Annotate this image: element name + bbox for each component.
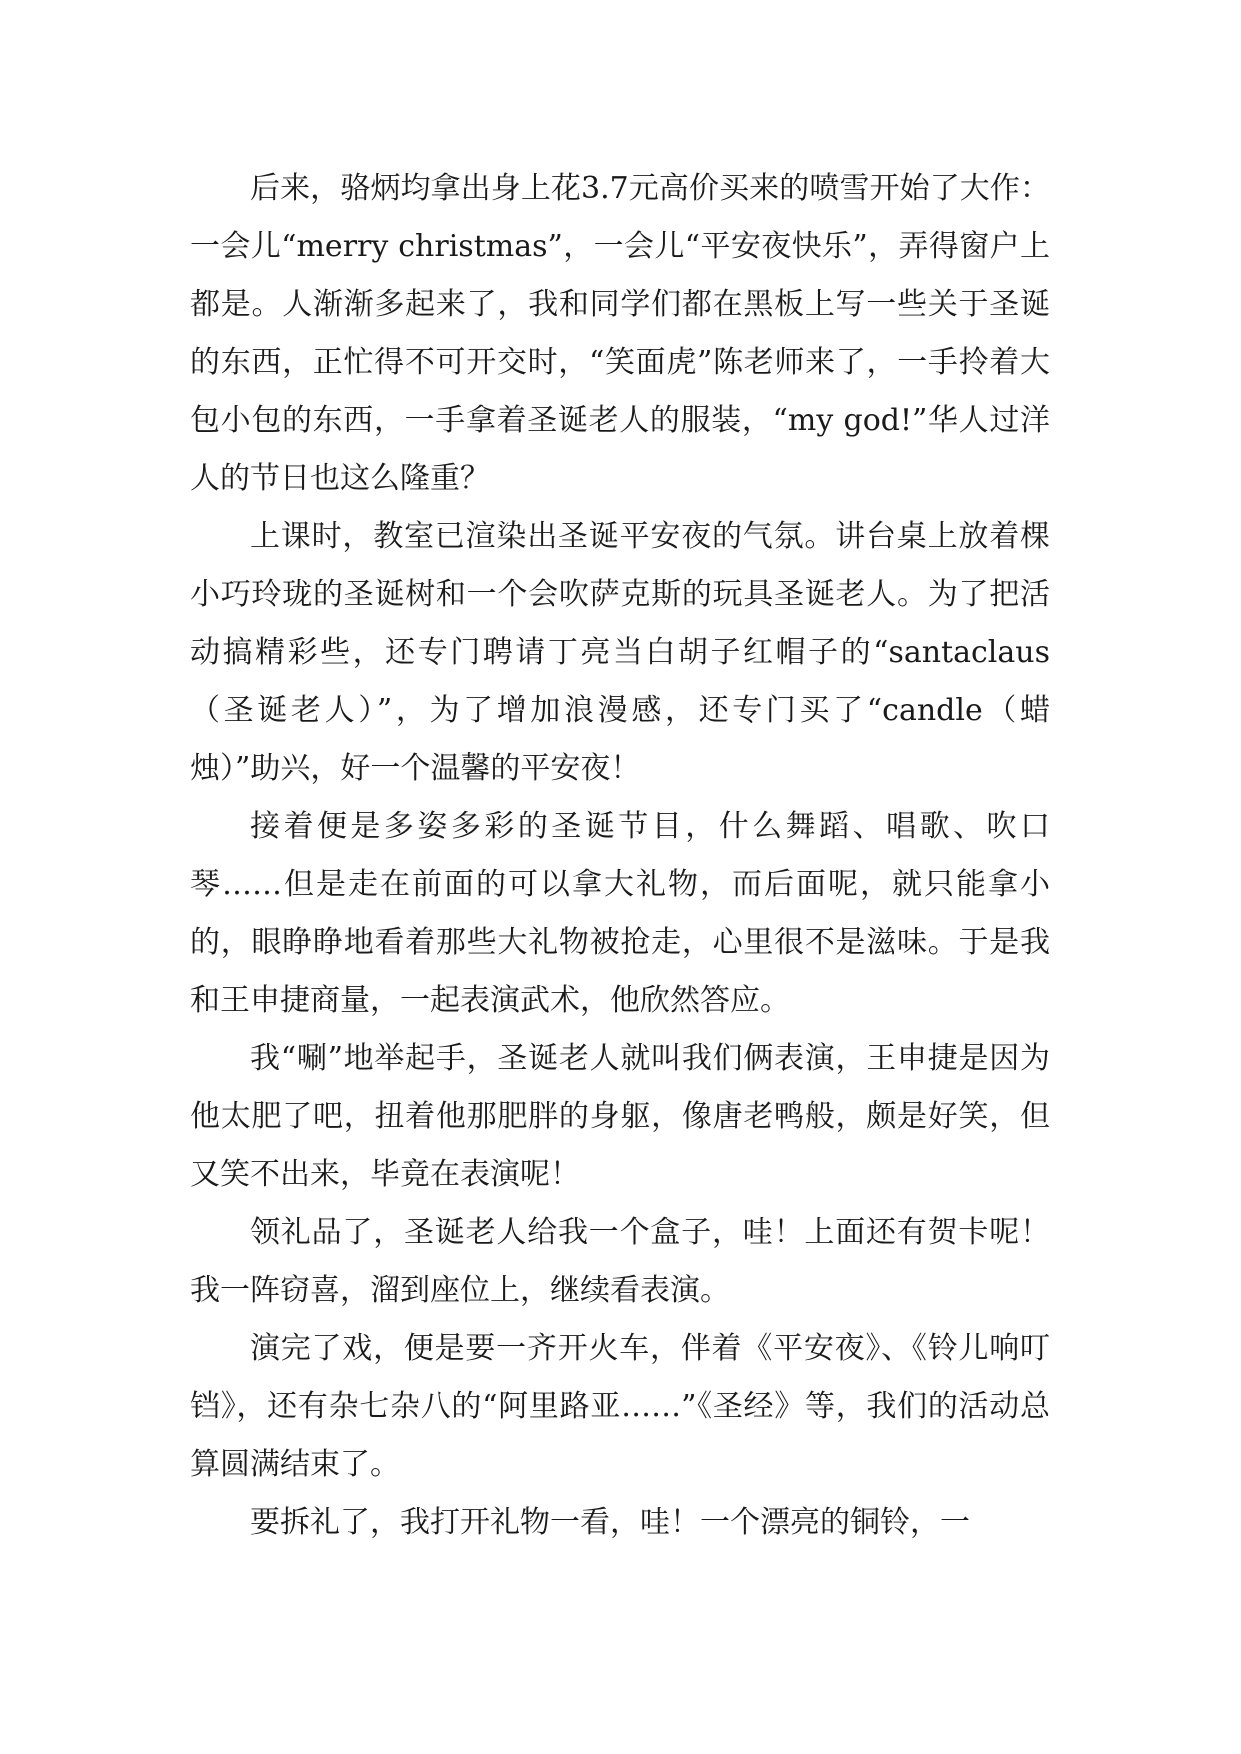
paragraph: 领礼品了，圣诞老人给我一个盒子，哇！上面还有贺卡呢！我一阵窃喜，溜到座位上，继续看表演。 [190,1215,1050,1308]
paragraph: 我“唰”地举起手，圣诞老人就叫我们俩表演，王申捷是因为他太肥了吧，扭着他那肥胖的身躯，像唐老鸭般，颇是好笑，但又笑不出来，毕竟在表演呢！ [190,1041,1050,1192]
paragraph: 上课时，教室已渲染出圣诞平安夜的气氛。讲台桌上放着棵小巧玲珑的圣诞树和一个会吹萨克斯的玩具圣诞老人。为了把活动搞精彩些，还专门聘请丁亮当白胡子红帽子的“santaclaus（圣诞老人）”，为了增加浪漫感，还专门买了“candle（蜡烛）”助兴，好一个温馨的平安夜！ [190,519,1050,786]
paragraph: 演完了戏，便是要一齐开火车，伴着《平安夜》、《铃儿响叮铛》，还有杂七杂八的“阿里路亚……”《圣经》等，我们的活动总算圆满结束了。 [190,1331,1050,1482]
paragraph: 后来，骆炳均拿出身上花3.7元高价买来的喷雪开始了大作：一会儿“merry christmas”，一会儿“平安夜快乐”，弄得窗户上都是。人渐渐多起来了，我和同学们都在黑板上写一些关于圣诞的东西，正忙得不可开交时，“笑面虎”陈老师来了，一手拎着大包小包的东西，一手拿着圣诞老人的服装，“my god!”华人过洋人的节日也这么隆重？ [190,171,1050,496]
paragraph: 接着便是多姿多彩的圣诞节目，什么舞蹈、唱歌、吹口琴……但是走在前面的可以拿大礼物，而后面呢，就只能拿小的，眼睁睁地看着那些大礼物被抢走，心里很不是滋味。于是我和王申捷商量，一起表演武术，他欣然答应。 [190,809,1050,1018]
document-page [190,160,1050,1552]
paragraph: 要拆礼了，我打开礼物一看，哇！一个漂亮的铜铃，一 [250,1505,970,1540]
